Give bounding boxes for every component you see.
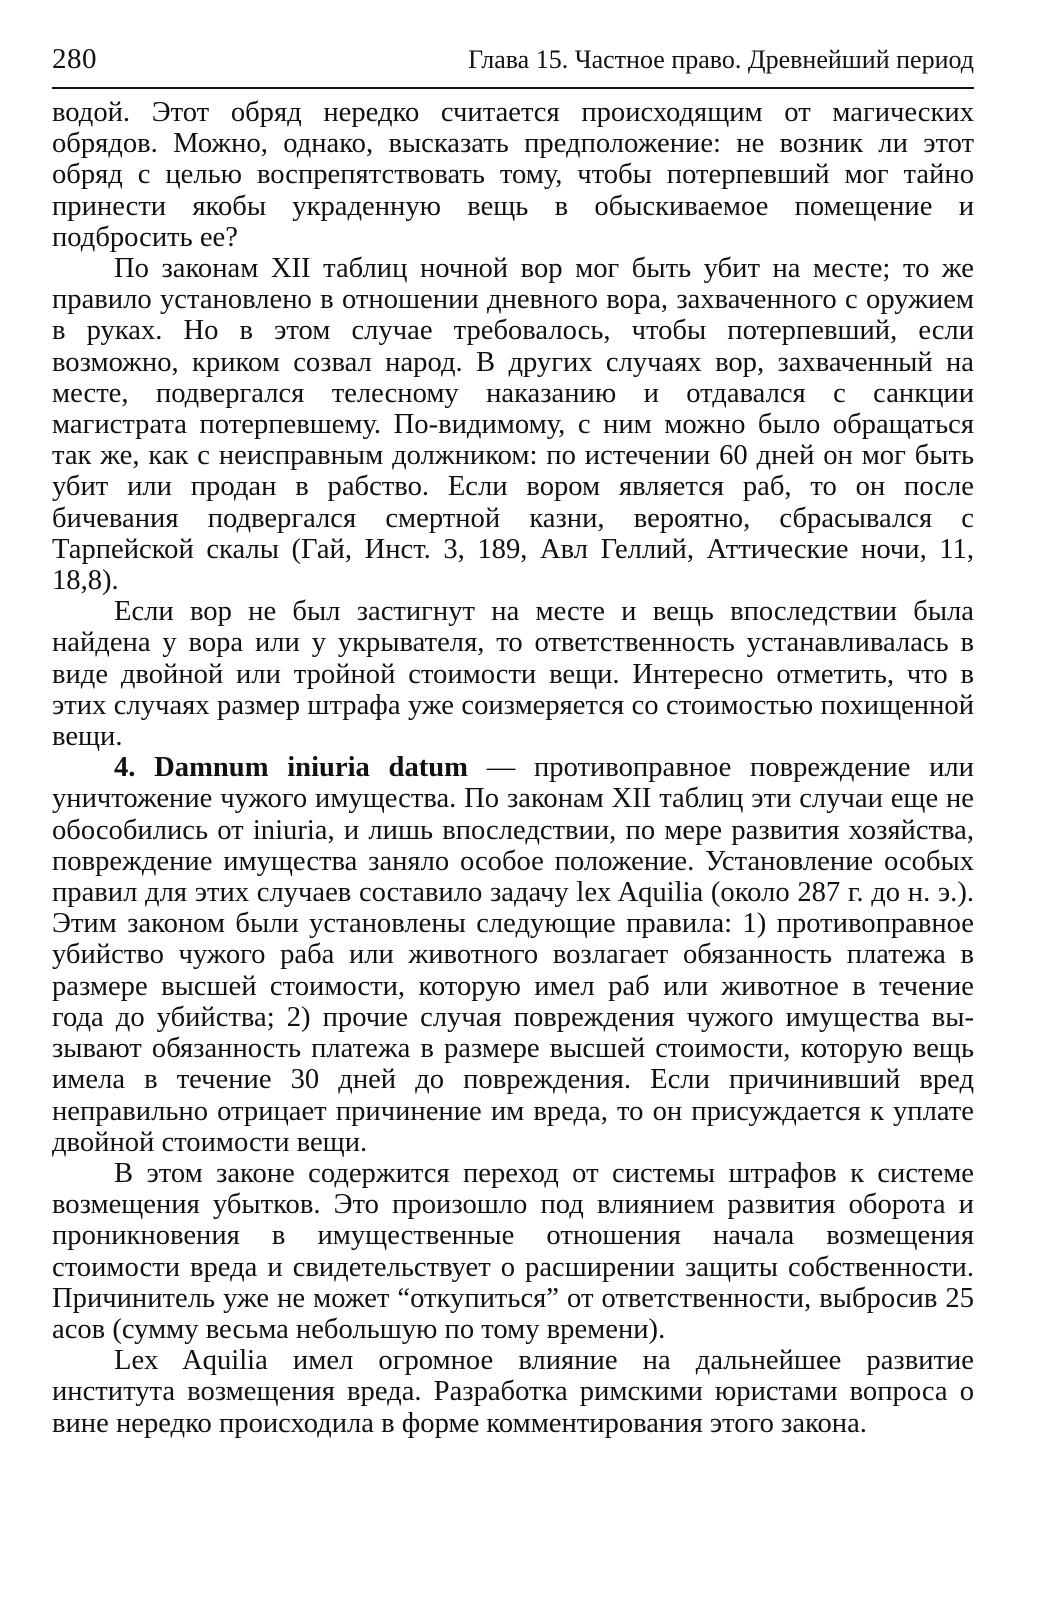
book-page: [52, 40, 974, 1439]
paragraph-continuation: водой. Этот обряд нередко считается происходящим от магических обрядов. Можно, однако, высказать предположение: не возник ли этот обряд с целью воспрепятствовать тому, чтобы потерпевший мог тайно принести якобы украденную вещь в обыскиваемое помещение и подбросить ее?: [52, 97, 974, 253]
paragraph-damnum-iniuria: [52, 752, 974, 1158]
paragraph-lex-aquilia: Lex Aquilia имел огромное влияние на дальнейшее развитие института возмещения вреда. Разработка римскими юристами вопроса о вине нередко происходила в форме комментирования этого закона.: [52, 1345, 974, 1439]
paragraph-damnum-text: — противоправное повреждение или уничтожение чужого имущества. По законам XII таблиц эти случаи еще не обособились от iniuria, и лишь впоследствии, по мере развития хозяйства, повреждение имущества заняло особое положение. Установление особых правил для этих случаев составило задачу lex Aquilia (около 287 г. до н. э.). Этим законом были установлены следующие правила: 1) противоправное убийство чужого раба или животного возлагает обязанность платежа в размере высшей стоимости, которую имел раб или животное в течение года до убийства; 2) прочие случая повреждения чужого имущества вызывают обязанность платежа в размере высшей стоимости, которую вещь имела в течение 30 дней до повреждения. Если причинивший вред неправильно отрицает причинение им вреда, то он присуждается к уплате двойной стоимости вещи.: [52, 752, 974, 1158]
paragraph-night-thief: По законам XII таблиц ночной вор мог быть убит на месте; то же правило установлено в отношении дневного вора, захваченного с оружием в руках. Но в этом случае требовалось, чтобы потерпевший, если возможно, криком созвал народ. В других случаях вор, захваченный на месте, подвергался телесному наказанию и отдавался с санкции магистрата потерпевшему. По-видимому, с ним можно было обращаться так же, как с неисправным должником: по истечении 60 дней он мог быть убит или продан в рабство. Если вором является раб, то он после бичевания подвергался смертной казни, вероятно, сбрасывался с Тарпейской скалы (Гай, Инст. 3, 189, Авл Геллий, Аттические ночи, 11, 18,8).: [52, 253, 974, 597]
page-number: 280: [52, 43, 97, 75]
body-text: [52, 97, 974, 1439]
paragraph-compensation-system: В этом законе содержится переход от системы штрафов к системе возмещения убытков. Это произошло под влиянием развития оборота и проникновения в имущественные отношения начала возмещения стоимости вреда и свидетельствует о расширении защиты собственности. Причинитель уже не может “откупиться” от ответственности, выбросив 25 асов (сумму весьма небольшую по тому времени).: [52, 1157, 974, 1345]
running-head: [52, 40, 974, 89]
paragraph-not-caught-thief: Если вор не был застигнут на месте и вещь впоследствии была найдена у вора или у укрывателя, то ответственность устанавливалась в виде двойной или тройной стоимости вещи. Интересно отметить, что в этих случаях размер штрафа уже соизмеряется со стоимостью похищенной вещи.: [52, 596, 974, 753]
section-heading: 4. Damnum iniuria datum: [114, 752, 468, 784]
chapter-title: Глава 15. Частное право. Древнейший период: [468, 45, 974, 74]
